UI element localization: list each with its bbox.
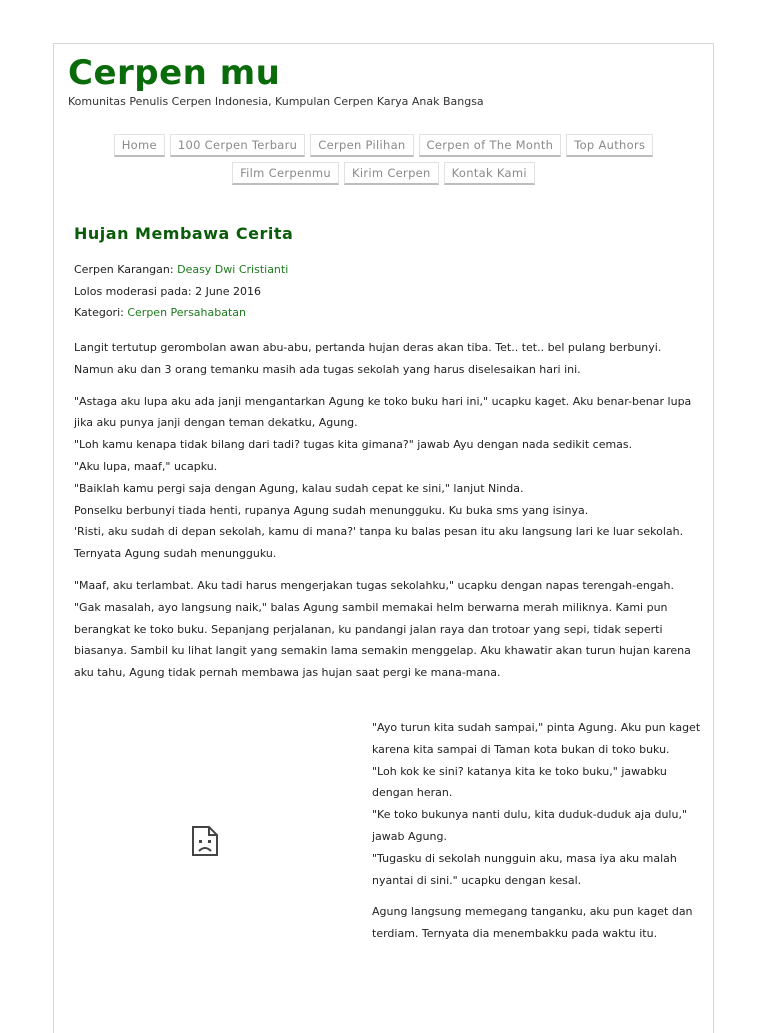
story-line: Langit tertutup gerombolan awan abu-abu, pertanda hujan deras akan tiba. Tet.. tet.. bel pulang berbunyi. Namun aku dan 3 orang temanku masih ada tugas sekolah yang harus diselesaikan hari ini. xyxy=(74,341,662,376)
story-line: "Tugasku di sekolah nungguin aku, masa iya aku malah nyantai di sini." ucapku dengan kesal. xyxy=(372,851,677,887)
nav-home[interactable]: Home xyxy=(114,134,165,157)
nav-100-cerpen-terbaru[interactable]: 100 Cerpen Terbaru xyxy=(170,134,305,157)
story-paragraph xyxy=(372,717,702,891)
story-line: "Baiklah kamu pergi saja dengan Agung, kalau sudah cepat ke sini," lanjut Ninda. xyxy=(74,481,524,495)
story-line: Agung langsung memegang tanganku, aku pun kaget dan terdiam. Ternyata dia menembakku pada waktu itu. xyxy=(372,905,693,941)
category-label: Kategori: xyxy=(74,306,128,319)
embedded-image-placeholder xyxy=(74,715,336,970)
author-label: Cerpen Karangan: xyxy=(74,263,178,276)
story-paragraph xyxy=(372,901,702,945)
story-line: "Aku lupa, maaf," ucapku. xyxy=(74,459,218,473)
story-line: Ponselku berbunyi tiada henti, rupanya Agung sudah menungguku. Ku buka sms yang isinya. xyxy=(74,503,589,517)
story-paragraph xyxy=(74,575,699,684)
broken-image-icon xyxy=(190,825,220,857)
nav-menu-row-2 xyxy=(53,162,714,185)
post-moderation-line xyxy=(74,285,261,298)
story-line: "Ke toko bukunya nanti dulu, kita duduk-duduk aja dulu," jawab Agung. xyxy=(372,808,688,843)
moderation-label: Lolos moderasi pada: xyxy=(74,285,196,298)
story-line: "Astaga aku lupa aku ada janji mengantarkan Agung ke toko buku hari ini," ucapku kaget. Aku benar-benar lupa jika aku punya janji dengan teman dekatku, Agung. xyxy=(74,394,692,430)
post-category-line xyxy=(74,306,246,319)
nav-kirim-cerpen[interactable]: Kirim Cerpen xyxy=(344,162,439,185)
nav-film-cerpenmu[interactable]: Film Cerpenmu xyxy=(232,162,339,185)
story-line: "Gak masalah, ayo langsung naik," balas Agung sambil memakai helm berwarna merah miliknya. Kami pun berangkat ke toko buku. Sepanjang perjalanan, ku pandangi jalan raya dan trotoar yang sepi, tidak seperti biasanya. Sambil ku lihat langit yang semakin lama semakin menggelap. Aku khawatir akan turun hujan karena aku tahu, Agung tidak pernah membawa jas hujan saat pergi ke mana-mana. xyxy=(74,600,691,680)
nav-top-authors[interactable]: Top Authors xyxy=(566,134,653,157)
nav-kontak-kami[interactable]: Kontak Kami xyxy=(444,162,535,185)
story-line: "Loh kamu kenapa tidak bilang dari tadi? tugas kita gimana?" jawab Ayu dengan nada sedikit cemas. xyxy=(74,438,633,452)
story-paragraph xyxy=(74,337,699,381)
story-line: "Ayo turun kita sudah sampai," pinta Agung. Aku pun kaget karena kita sampai di Taman kota bukan di toko buku. xyxy=(372,721,701,756)
story-line: 'Risti, aku sudah di depan sekolah, kamu di mana?' tanpa ku balas pesan itu aku langsung lari ke luar sekolah. Ternyata Agung sudah menungguku. xyxy=(74,525,684,561)
site-title[interactable]: Cerpen mu xyxy=(68,53,281,93)
nav-menu-row-1 xyxy=(53,134,714,157)
author-link[interactable]: Deasy Dwi Cristianti xyxy=(177,263,289,276)
story-body xyxy=(74,337,699,694)
nav-cerpen-of-the-month[interactable]: Cerpen of The Month xyxy=(419,134,562,157)
moderation-date: 2 June 2016 xyxy=(195,285,262,298)
story-paragraph xyxy=(74,391,699,565)
story-line: "Maaf, aku terlambat. Aku tadi harus mengerjakan tugas sekolahku," ucapku dengan napas terengah-engah. xyxy=(74,578,675,592)
category-link[interactable]: Cerpen Persahabatan xyxy=(127,306,246,319)
story-line: "Loh kok ke sini? katanya kita ke toko buku," jawabku dengan heran. xyxy=(372,764,667,800)
site-description: Komunitas Penulis Cerpen Indonesia, Kumpulan Cerpen Karya Anak Bangsa xyxy=(68,95,484,108)
post-author-line xyxy=(74,263,288,276)
post-title: Hujan Membawa Cerita xyxy=(74,224,294,243)
story-body-side xyxy=(372,717,702,955)
nav-cerpen-pilihan[interactable]: Cerpen Pilihan xyxy=(310,134,413,157)
